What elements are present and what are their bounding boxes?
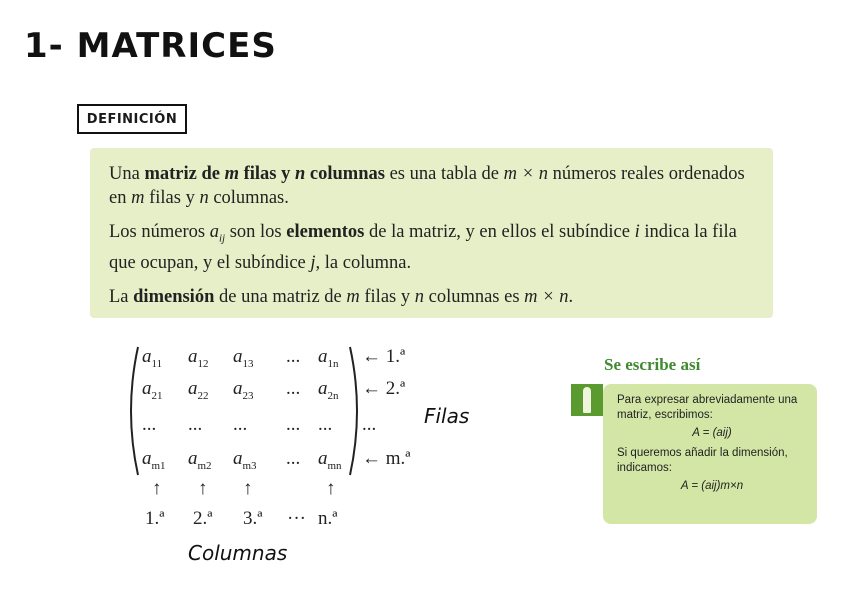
row-label: ... — [362, 414, 377, 435]
sidebar-line-2: Si queremos añadir la dimensión, indicamos: — [617, 447, 788, 474]
column-arrow-icon: ↑ — [326, 478, 336, 499]
matrix-cell: $a_{m2}$ — [188, 448, 212, 472]
matrix-cell: $a_{2n}$ — [318, 378, 339, 402]
row-label: ← 2.ª — [362, 378, 406, 399]
definition-paragraph-2: Los números $a_{ij}$ son los elementos de la matriz, y en ellos el subíndice i indica la fila que ocupan, y el subíndice j, la columna. — [109, 222, 737, 273]
matrix-cell: ... — [318, 414, 333, 435]
columns-annotation: Columnas — [188, 541, 288, 565]
matrix-cell: $a_{1n}$ — [318, 346, 339, 370]
matrix-cell: ... — [286, 378, 301, 399]
matrix-cell: $a_{m3}$ — [233, 448, 257, 472]
matrix-cell: ... — [188, 414, 203, 435]
sidebar-box — [603, 384, 817, 524]
column-label: 2.ª — [193, 508, 213, 529]
matrix-cell: ... — [286, 346, 301, 367]
column-arrow-icon: ↑ — [198, 478, 208, 499]
matrix-cell: $a_{21}$ — [142, 378, 163, 402]
page-title: 1- MATRICES — [24, 26, 277, 66]
matrix-cell: $a_{22}$ — [188, 378, 209, 402]
right-parenthesis — [350, 347, 357, 475]
chalk-icon — [583, 387, 591, 413]
matrix-cell: $a_{23}$ — [233, 378, 254, 402]
sidebar-formula-2: A = (aij)m×n — [680, 480, 744, 492]
definition-paragraph-1: Una matriz de m filas y n columnas es una tabla de m × n números reales ordenados en m filas y n columnas. — [109, 164, 745, 208]
sidebar-title: Se escribe así — [604, 355, 701, 374]
column-label: n.ª — [318, 508, 338, 529]
matrix-cell: $a_{13}$ — [233, 346, 254, 370]
section-label — [77, 104, 187, 134]
matrix-cell: ... — [233, 414, 248, 435]
column-arrow-icon: ↑ — [152, 478, 162, 499]
matrix-cell: ... — [286, 448, 301, 469]
matrix-cell: ... — [286, 414, 301, 435]
matrix-cell: ... — [142, 414, 157, 435]
matrix-cell: $a_{m1}$ — [142, 448, 166, 472]
matrix-cell: $a_{mn}$ — [318, 448, 342, 472]
row-label: ← 1.ª — [362, 346, 406, 367]
column-label: 1.ª — [145, 508, 165, 529]
definition-paragraph-3: La dimensión de una matriz de m filas y n columnas es m × n. — [109, 286, 574, 307]
column-arrow-icon: ↑ — [243, 478, 253, 499]
section-label-text: DEFINICIÓN — [86, 111, 178, 127]
matrix-cell: $a_{11}$ — [142, 346, 163, 370]
rows-annotation: Filas — [424, 404, 470, 428]
matrix-cell: $a_{12}$ — [188, 346, 209, 370]
definition-box — [90, 148, 773, 318]
sidebar-line-1: Para expresar abreviadamente una matriz, escribimos: — [617, 394, 798, 421]
left-parenthesis — [131, 347, 138, 475]
row-label: ← m.ª — [362, 448, 411, 469]
column-label: ··· — [287, 508, 306, 529]
column-label: 3.ª — [243, 508, 263, 529]
sidebar-formula-1: A = (aij) — [692, 427, 732, 439]
